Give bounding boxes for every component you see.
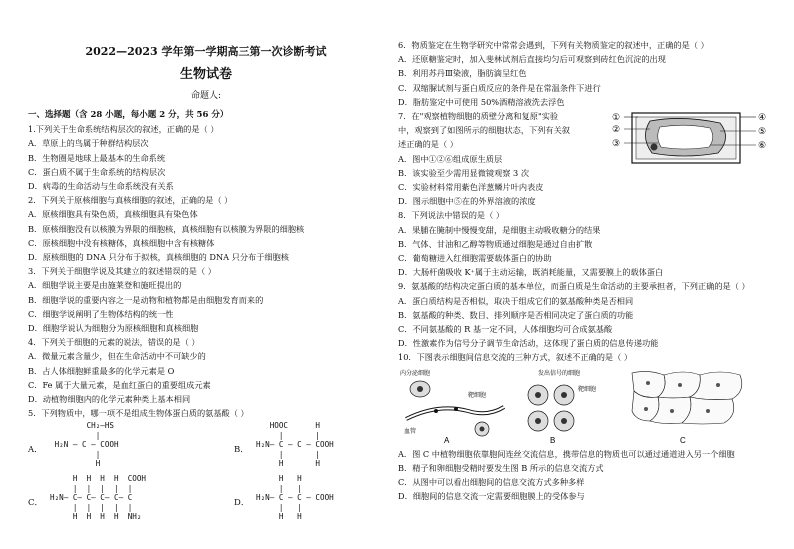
fig-label-b: B <box>550 435 556 445</box>
q8-10-line-2: B．气体、甘油和乙醇等物质通过细胞是通过自由扩散 <box>398 238 593 249</box>
q7-line-6: D．图示细胞中⑤在的外界溶液的浓度 <box>398 196 536 207</box>
q8-10-line-7: B．氨基酸的种类、数目、排列顺序是否相同决定了蛋白质的功能 <box>398 309 634 320</box>
right-column <box>398 38 770 503</box>
structure-formula-d: H H | | H₂N— C — C — COOH | | H H <box>256 474 334 522</box>
question-list-left <box>28 122 384 420</box>
nucleus <box>651 144 658 151</box>
cell-label-6: ⑥ <box>758 141 767 152</box>
left-line-14: D．细胞学说认为细胞分为原核细胞和真核细胞 <box>28 323 199 334</box>
exam-subtitle: 生物试卷 <box>179 67 232 82</box>
left-line-11: A．细胞学说主要是由施莱登和施旺提出的 <box>28 280 182 291</box>
cell-communication-figure <box>398 367 770 445</box>
cell-label-1: ① <box>612 113 621 124</box>
fig-a-target-label: 靶细胞 <box>468 392 487 399</box>
exam-title: 2022—2023 学年第一学期高三第一次诊断考试 <box>85 45 327 58</box>
q7-line-1: 中，观察到了如图所示的细胞状态，下列有关叙 <box>398 125 570 136</box>
cell-label-4: ④ <box>758 113 767 124</box>
fig-a-endocrine-label: 内分泌细胞 <box>400 370 431 377</box>
q6-line-4: D．脂肪鉴定中可使用 50%酒精溶液洗去浮色 <box>398 96 565 107</box>
q6-line-3: C．双缩脲试剂与蛋白质反应的条件是在常温条件下进行 <box>398 82 601 93</box>
vacuole <box>658 125 713 149</box>
fig-b-target-label: 靶细胞 <box>578 386 597 393</box>
left-line-9: D．原核细胞的 DNA 只分布于拟核，真核细胞的 DNA 只分布于细胞核 <box>28 252 289 263</box>
q10-option-line-3: D．细胞间的信息交流一定需要细胞膜上的受体参与 <box>398 491 585 502</box>
question-10-options <box>398 447 770 504</box>
left-line-6: A．原核细胞具有染色质，真核细胞具有染色体 <box>28 209 198 220</box>
left-line-1: A．草原上的鸟属于种群结构层次 <box>28 138 149 149</box>
q5-structures-row-1 <box>28 421 384 473</box>
left-line-3: C．蛋白质不属于生命系统的结构层次 <box>28 166 166 177</box>
fig-a-blood-vessel-label: 血管 <box>404 428 417 435</box>
left-line-0: 1.下列关于生命系统结构层次的叙述，正确的是（ ） <box>28 124 219 135</box>
left-line-7: B．原核细胞没有以核膜为界限的细胞核，真核细胞有以核膜为界限的细胞核 <box>28 223 305 234</box>
q6-line-1: A．还原糖鉴定时，加入斐林试剂后直接均匀后可观察到砖红色沉淀的出现 <box>398 54 666 65</box>
q7-line-3: A．图中①②⑥组成原生质层 <box>398 153 503 164</box>
left-line-19: D．动植物细胞内的化学元素种类上基本相同 <box>28 394 191 405</box>
fig-b-signal-label: 发出信号的细胞 <box>538 370 581 377</box>
q8-10-line-6: A．蛋白质结构是否相似，取决于组成它们的氨基酸种类是否相同 <box>398 295 634 306</box>
left-line-10: 3．下列关于细胞学说及其建立的叙述错误的是（ ） <box>28 266 216 277</box>
q7-line-4: B．该实验至少需用显微镜观察 3 次 <box>398 167 530 178</box>
cell-label-2: ② <box>612 125 621 136</box>
q7-line-2: 述正确的是（ ） <box>398 139 458 150</box>
left-line-13: C．细胞学说阐明了生物体结构的统一性 <box>28 308 174 319</box>
left-line-12: B．细胞学说的重要内容之一是动物和植物都是由细胞发育而来的 <box>28 294 264 305</box>
cell-label-5: ⑤ <box>758 127 767 138</box>
question-6 <box>398 38 770 109</box>
section-heading: 一、选择题（含 28 小题，每小题 2 分，共 56 分） <box>28 110 229 120</box>
structure-formula-c: H H H H COOH | | | | | H₂N— C— C— C— C— C | | | | | H H H H NH₂ <box>50 474 147 522</box>
author-line: 命题人: <box>190 91 222 101</box>
q10-option-line-0: A．图 C 中植物细胞依靠胞间连丝交流信息，携带信息的物质也可以通过通道进入另一个细胞 <box>398 448 735 459</box>
q8-10-line-5: 9．氨基酸的结构决定蛋白质的基本单位，而蛋白质是生命活动的主要承担者，下列正确的是（ ） <box>398 281 750 292</box>
q8-10-line-0: 8．下列说法中错误的是（ ） <box>398 210 505 221</box>
q10-option-line-1: B．精子和卵细胞受精时要发生图 B 所示的信息交流方式 <box>398 462 604 473</box>
left-line-17: B．占人体细胞鲜重最多的化学元素是 O <box>28 365 175 376</box>
figure-c <box>628 367 758 445</box>
left-line-2: B．生物圈是地球上最基本的生命系统 <box>28 152 166 163</box>
q6-line-2: B．利用苏丹Ⅲ染液，脂肪滴呈红色 <box>398 68 527 79</box>
figure-b <box>508 367 628 445</box>
q5-option-a: A． CH₂—HS | H₂N — C — COOH | H <box>28 421 119 469</box>
left-column <box>28 0 384 526</box>
left-line-15: 4．下列关于细胞的元素的说法，错误的是（ ） <box>28 337 200 348</box>
q8-10-line-8: C．不同氨基酸的 R 基一定不同，人体细胞均可合成氨基酸 <box>398 324 613 335</box>
left-line-20: 5．下列物质中，哪一项不是组成生物体蛋白质的氨基酸（ ） <box>28 408 249 419</box>
q8-10-line-10: 10．下图表示细胞间信息交流的三种方式，叙述不正确的是（ ） <box>398 352 633 363</box>
plant-cell-diagram <box>610 109 770 167</box>
cell-label-3: ③ <box>612 139 621 150</box>
q5-option-d: D． H H | | H₂N— C — C — COOH | | H H <box>234 474 334 522</box>
q7-line-5: C．实验材料常用紫色洋葱鳞片叶内表皮 <box>398 182 544 193</box>
q6-line-0: 6．物质鉴定在生物学研究中常常会遇到，下列有关物质鉴定的叙述中，正确的是（ ） <box>398 40 709 50</box>
figure-a <box>398 367 508 445</box>
q8-10-line-1: A．果脯在腌制中慢慢变甜，是细胞主动吸收糖分的结果 <box>398 224 601 235</box>
q8-10-line-9: D．性激素作为信号分子调节生命活动，这体现了蛋白质的信息传递功能 <box>398 338 659 349</box>
q8-10-line-4: D．大肠杆菌吸收 K⁺属于主动运输，既消耗能量，又需要膜上的载体蛋白 <box>398 267 664 278</box>
questions-8-10 <box>398 208 770 364</box>
q5-structures-row-2 <box>28 474 384 526</box>
q10-option-line-2: C．从图中可以看出细胞间的信息交流方式多种多样 <box>398 477 585 488</box>
fig-label-a: A <box>444 435 450 445</box>
left-line-5: 2．下列关于原核细胞与真核细胞的叙述，正确的是（ ） <box>28 195 233 206</box>
q7-line-0: 7．在"观察植物细胞的质壁分离和复原"实验 <box>398 111 559 122</box>
left-line-8: C．原核细胞中没有核糖体，真核细胞中含有核糖体 <box>28 237 215 248</box>
structure-formula-b: HOOC H | | H₂N— C — C — COOH | | H H <box>256 421 334 469</box>
fig-label-c: C <box>680 435 686 445</box>
question-7 <box>398 109 770 208</box>
q5-option-c: C． H H H H COOH | | | | | H₂N— C— C— C— C— C | | | | | H H H H NH₂ <box>28 474 147 522</box>
left-line-4: D．病毒的生命活动与生命系统没有关系 <box>28 181 174 192</box>
q5-option-b: B． HOOC H | | H₂N— C — C — COOH | | H H <box>234 421 334 469</box>
left-line-16: A．微量元素含量少，但在生命活动中不可缺少的 <box>28 351 206 362</box>
structure-formula-a: CH₂—HS | H₂N — C — COOH | H <box>54 421 119 469</box>
left-line-18: C．Fe 属于大量元素，是血红蛋白的重要组成元素 <box>28 379 211 390</box>
q8-10-line-3: C．葡萄糖进入红细胞需要载体蛋白的协助 <box>398 253 552 264</box>
